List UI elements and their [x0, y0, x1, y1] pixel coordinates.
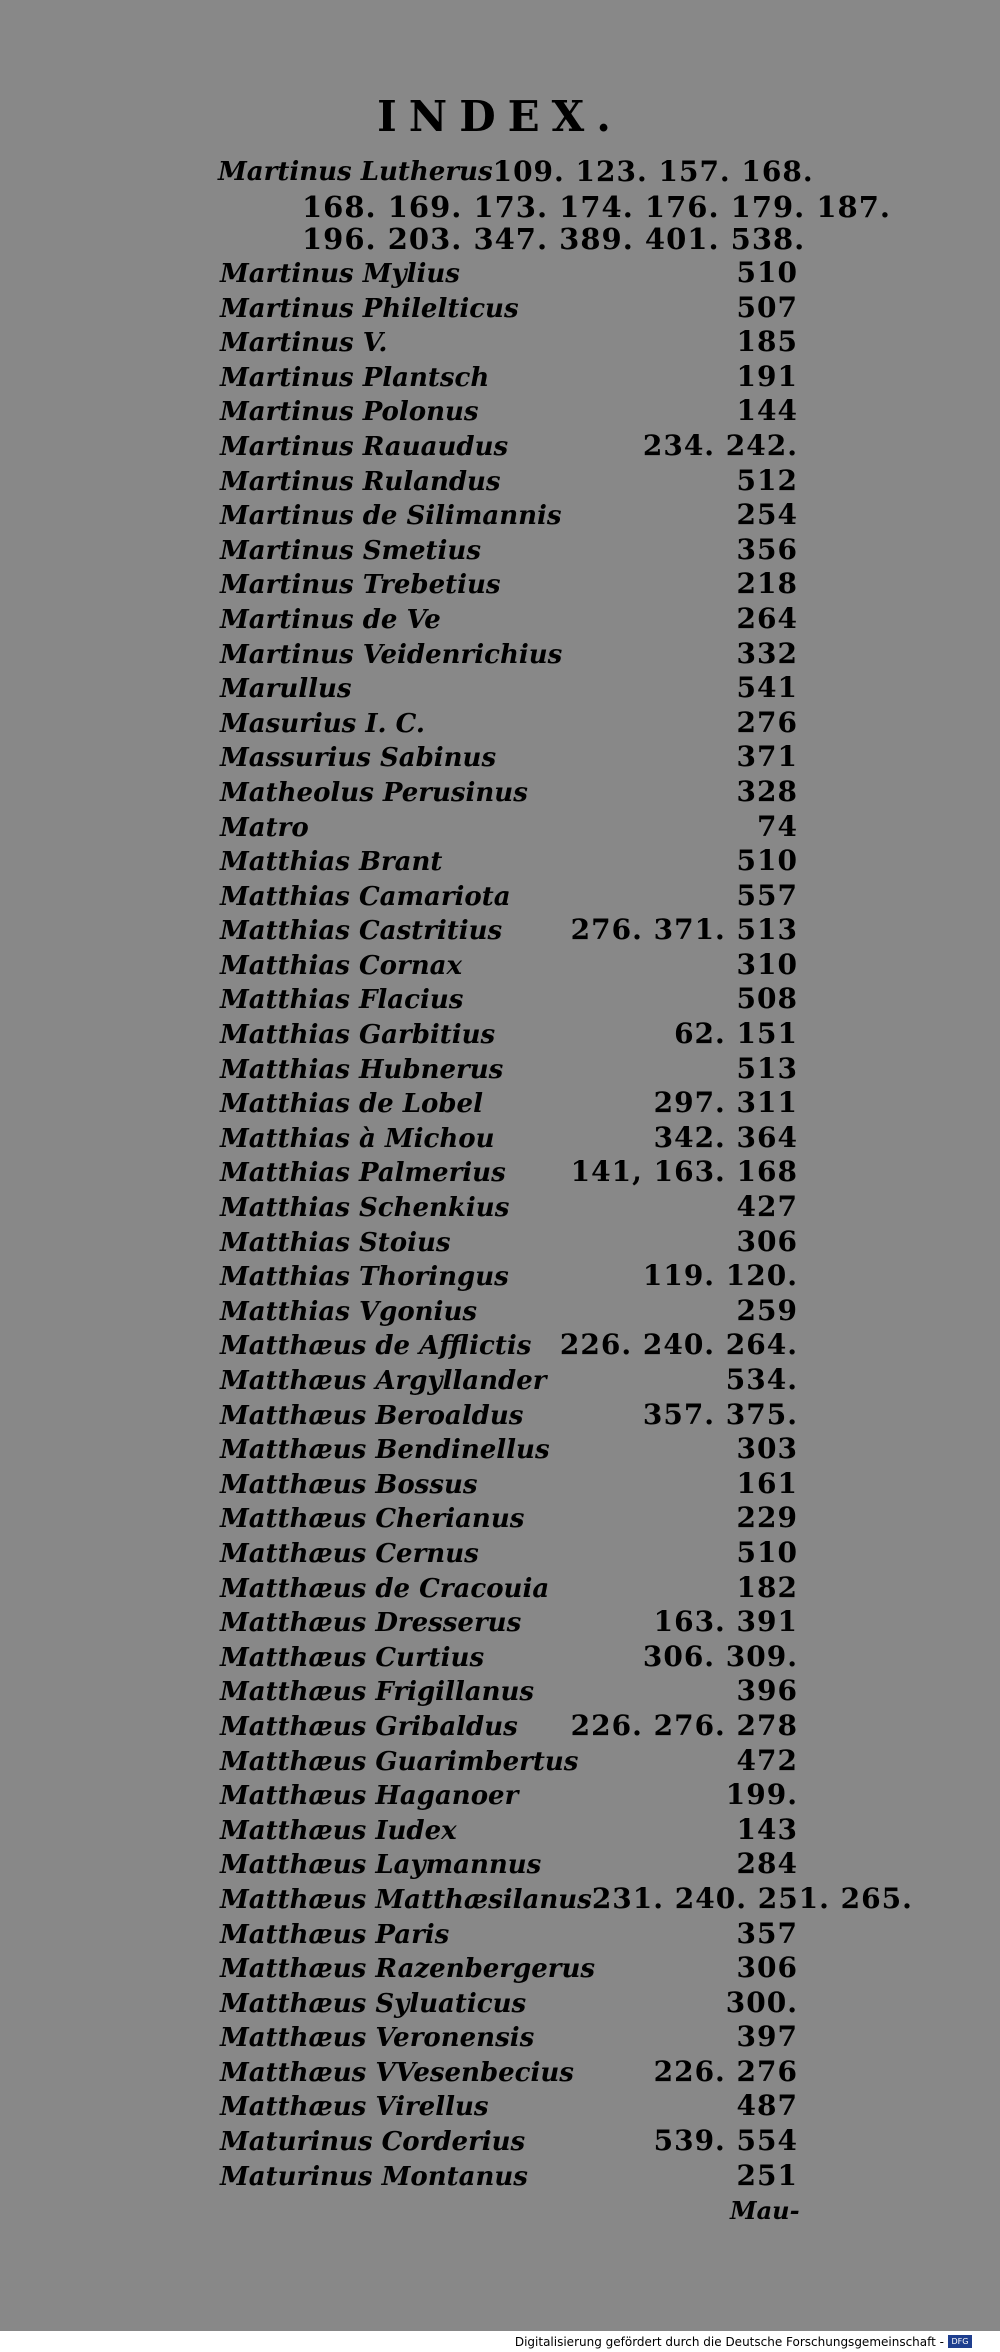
entry-pages: 251: [736, 2158, 798, 2192]
entry-pages: 226. 276: [653, 2054, 798, 2088]
index-entry: [220, 740, 798, 775]
index-entry: [220, 1155, 798, 1190]
entry-pages: 226. 240. 264.: [559, 1328, 798, 1362]
entry-name: Martinus de Silimannis: [220, 501, 562, 532]
entry-name: Martinus Rauaudus: [220, 431, 509, 462]
index-entry: [220, 1363, 798, 1398]
entry-name: Matthæus Haganoer: [220, 1781, 519, 1812]
entry-pages: 371: [736, 740, 798, 774]
entry-name: Martinus Plantsch: [220, 362, 490, 393]
entry-pages: 427: [736, 1190, 798, 1224]
entry-pages-continuation: 196. 203. 347. 389. 401. 538.: [302, 222, 806, 256]
entry-pages: 472: [736, 1743, 798, 1777]
entry-pages: 510: [736, 1535, 798, 1569]
entry-name: Martinus Lutherus: [218, 157, 493, 187]
index-entry: [220, 2020, 798, 2055]
entry-pages: 199.: [725, 1778, 798, 1812]
entry-pages: 62. 151: [674, 1017, 798, 1051]
index-entry: [220, 844, 798, 879]
entry-name: Matheolus Perusinus: [220, 777, 528, 808]
entry-name: Martinus Rulandus: [220, 466, 501, 497]
index-entry: [220, 1709, 798, 1744]
entry-pages: 357: [736, 1916, 798, 1950]
entry-pages: 510: [736, 844, 798, 878]
index-entry: [220, 1674, 798, 1709]
footer-bar: [0, 2331, 1000, 2352]
index-entry: [220, 1744, 798, 1779]
index-entry: [220, 291, 798, 326]
entry-pages: 109. 123. 157. 168.: [492, 155, 814, 188]
index-entry: [220, 1986, 798, 2021]
entry-pages: 191: [736, 359, 798, 393]
entry-name: Masurius I. C.: [220, 708, 425, 739]
entry-name: Matthæus Laymannus: [220, 1850, 542, 1881]
entry-pages: 143: [736, 1812, 798, 1846]
entry-name: Matthæus de Cracouia: [220, 1573, 550, 1604]
index-entry: [220, 533, 798, 568]
footer-text: Digitalisierung gefördert durch die Deutsche Forschungsgemeinschaft -: [514, 2334, 944, 2349]
index-entry: [220, 775, 798, 810]
entry-pages: 356: [736, 532, 798, 566]
entry-name: Matthæus Bendinellus: [220, 1435, 550, 1466]
entry-name: Martinus Veidenrichius: [220, 639, 563, 670]
index-entry: [220, 913, 798, 948]
entry-name: Maturinus Corderius: [220, 2127, 526, 2158]
entry-pages: 264: [736, 601, 798, 635]
entry-pages: 119. 120.: [642, 1259, 798, 1293]
index-entry: [220, 1640, 798, 1675]
index-entry: [220, 982, 798, 1017]
entry-pages: 513: [736, 1051, 798, 1085]
index-entry: [220, 1778, 798, 1813]
entry-pages: 182: [736, 1570, 798, 1604]
entry-name: Matthæus Argyllander: [220, 1366, 547, 1396]
entry-name: Matthias Castritius: [220, 916, 503, 947]
entry-pages: 534.: [725, 1363, 798, 1396]
index-entry: [220, 1017, 798, 1052]
index-entry: [220, 1571, 798, 1606]
entry-name: Matthias Hubnerus: [220, 1054, 504, 1085]
index-entry: [220, 1052, 798, 1087]
entry-name: Matthias Vgonius: [220, 1296, 477, 1327]
entry-name: Matthæus Frigillanus: [220, 1677, 535, 1708]
index-entry: [220, 1501, 798, 1536]
entry-pages: 284: [736, 1847, 798, 1881]
entry-name: Matthias de Lobel: [220, 1089, 483, 1120]
entry-pages: 303: [736, 1432, 798, 1466]
index-entry: [220, 256, 798, 291]
index-entry: [220, 498, 798, 533]
index-entry: [220, 360, 798, 395]
index-entry: [220, 1917, 798, 1952]
entry-name: Matthæus Syluaticus: [220, 1988, 527, 2019]
entry-name: Matthæus de Afflictis: [220, 1331, 532, 1362]
index-entry: [220, 1190, 798, 1225]
entry-name: Matro: [220, 812, 309, 843]
index-entry: [220, 1259, 798, 1294]
entry-pages: 342. 364: [653, 1120, 798, 1154]
entry-pages: 487: [736, 2089, 798, 2123]
entry-pages: 297. 311: [653, 1086, 798, 1120]
entry-pages-continuation: 168. 169. 173. 174. 176. 179. 187.: [302, 190, 891, 224]
index-entry: [220, 1398, 798, 1433]
entry-name: Matthæus Matthæsilanus: [220, 1884, 592, 1915]
entry-name: Matthæus Cernus: [220, 1538, 479, 1569]
entry-pages: 163. 391: [653, 1605, 798, 1639]
entry-name: Martinus Smetius: [220, 535, 481, 566]
entry-pages: 229: [736, 1501, 798, 1535]
index-entry: [220, 2159, 798, 2194]
entry-pages: 226. 276. 278: [570, 1708, 798, 1742]
page-title: INDEX.: [377, 92, 623, 141]
index-entry: [220, 429, 798, 464]
index-entry: [220, 567, 798, 602]
entry-pages: 141, 163. 168: [570, 1155, 798, 1189]
entry-pages: 508: [736, 982, 798, 1016]
index-entry: [220, 1086, 798, 1121]
index-entry: [220, 464, 798, 499]
index-entry: [220, 2055, 798, 2090]
entry-pages: 306: [736, 1951, 798, 1985]
entry-name: Maturinus Montanus: [220, 2161, 528, 2192]
index-entry-first: [218, 150, 814, 194]
entry-name: Matthæus Virellus: [220, 2092, 489, 2123]
entry-pages: 144: [736, 394, 798, 428]
index-entry: [220, 1881, 913, 1917]
index-entry: [220, 1328, 798, 1363]
entry-name: Martinus de Ve: [220, 604, 441, 635]
entry-name: Matthias à Michou: [220, 1123, 495, 1154]
index-entry: [220, 879, 798, 914]
index-entry: [220, 602, 798, 637]
index-entry: [220, 1294, 798, 1329]
index-entry: [220, 2124, 798, 2159]
entry-name: Matthias Stoius: [220, 1227, 451, 1258]
index-entry: [220, 2089, 798, 2124]
index-entry: [220, 1813, 798, 1848]
entry-pages: 539. 554: [653, 2124, 798, 2158]
index-entry: [220, 325, 798, 360]
entry-name: Matthæus Curtius: [220, 1642, 485, 1673]
entry-name: Matthias Schenkius: [220, 1193, 510, 1224]
entry-pages: 510: [736, 256, 798, 289]
entry-pages: 254: [736, 498, 798, 532]
entry-name: Matthias Palmerius: [220, 1158, 506, 1189]
entry-name: Matthæus Cherianus: [220, 1504, 525, 1535]
index-entry: [220, 1432, 798, 1467]
entry-pages: 231. 240. 251. 265.: [591, 1881, 913, 1915]
entry-name: Martinus Mylius: [220, 259, 460, 289]
entry-name: Matthæus Bossus: [220, 1469, 478, 1500]
index-entry: [220, 1225, 798, 1260]
index-entry: [220, 1847, 798, 1882]
index-entry: [220, 810, 798, 845]
catchword: Mau-: [730, 2196, 800, 2225]
entry-pages: 328: [736, 774, 798, 808]
entry-name: Martinus Philelticus: [220, 293, 519, 324]
entry-name: Matthias Garbitius: [220, 1020, 496, 1051]
index-entry-list: [220, 256, 913, 2193]
index-entry: [220, 1951, 798, 1986]
entry-pages: 357. 375.: [642, 1397, 798, 1431]
entry-pages: 306: [736, 1224, 798, 1258]
entry-pages: 507: [736, 290, 798, 324]
entry-pages: 397: [736, 2020, 798, 2054]
entry-name: Matthæus Paris: [220, 1919, 450, 1950]
entry-name: Marullus: [220, 674, 352, 705]
index-entry: [220, 637, 798, 672]
entry-name: Matthæus Beroaldus: [220, 1400, 524, 1431]
index-entry: [220, 1467, 798, 1502]
entry-name: Martinus V.: [220, 328, 388, 359]
entry-name: Matthias Camariota: [220, 881, 511, 912]
index-entry: [220, 706, 798, 741]
entry-pages: 218: [736, 567, 798, 601]
entry-name: Matthæus VVesenbecius: [220, 2057, 574, 2088]
entry-name: Matthæus Veronensis: [220, 2023, 535, 2054]
index-entry: [220, 948, 798, 983]
entry-name: Matthias Flacius: [220, 985, 464, 1016]
index-entry: [220, 1536, 798, 1571]
entry-name: Matthias Cornax: [220, 950, 462, 981]
entry-name: Matthæus Dresserus: [220, 1608, 522, 1639]
entry-pages: 512: [736, 463, 798, 497]
entry-pages: 557: [736, 878, 798, 912]
entry-pages: 332: [736, 636, 798, 670]
entry-pages: 310: [736, 947, 798, 981]
index-entry: [220, 1121, 798, 1156]
entry-name: Massurius Sabinus: [220, 743, 497, 774]
index-entry: [220, 394, 798, 429]
entry-name: Matthæus Guarimbertus: [220, 1746, 579, 1777]
entry-name: Matthæus Razenbergerus: [220, 1954, 596, 1985]
dfg-logo: DFG: [948, 2335, 972, 2348]
entry-pages: 306. 309.: [642, 1639, 798, 1673]
entry-pages: 541: [736, 671, 798, 705]
entry-name: Martinus Polonus: [220, 397, 479, 428]
index-entry: [220, 671, 798, 706]
entry-pages: 276. 371. 513: [570, 913, 798, 947]
entry-name: Matthias Brant: [220, 847, 443, 878]
entry-pages: 396: [736, 1674, 798, 1708]
entry-name: Matthæus Gribaldus: [220, 1711, 518, 1742]
entry-pages: 234. 242.: [642, 428, 798, 462]
entry-name: Matthias Thoringus: [220, 1262, 509, 1293]
entry-pages: 276: [736, 705, 798, 739]
entry-pages: 185: [736, 325, 798, 359]
entry-pages: 161: [736, 1466, 798, 1500]
entry-name: Martinus Trebetius: [220, 570, 501, 601]
entry-pages: 259: [736, 1293, 798, 1327]
entry-name: Matthæus Iudex: [220, 1815, 457, 1846]
index-entry: [220, 1605, 798, 1640]
entry-pages: 74: [757, 809, 798, 843]
entry-pages: 300.: [725, 1985, 798, 2019]
